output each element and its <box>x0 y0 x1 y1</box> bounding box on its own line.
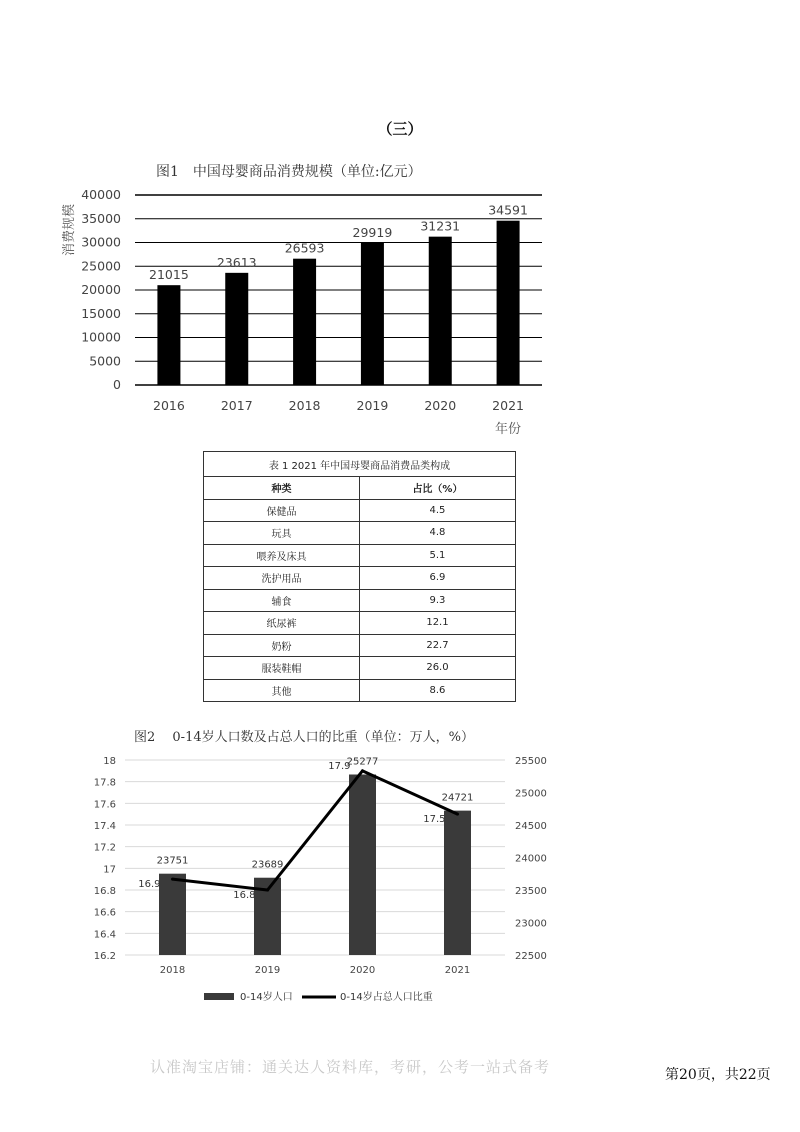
fig1-ytick-label: 5000 <box>89 353 121 369</box>
section-title: （三） <box>377 120 423 138</box>
fig1-data-label: 29919 <box>352 224 393 240</box>
table1-share-cell: 9.3 <box>359 589 515 612</box>
fig2-line-data-label: 17.9 <box>328 760 351 772</box>
table-row <box>204 657 516 680</box>
table-row <box>204 544 516 567</box>
fig2-ratio-line <box>173 771 458 890</box>
fig2-bar-data-label: 23751 <box>156 855 189 867</box>
fig2-xtick-label: 2019 <box>254 965 281 976</box>
fig2-right-tick-label: 25500 <box>515 756 547 767</box>
fig2-ratio-point <box>171 878 174 881</box>
table1 <box>203 451 516 702</box>
fig2-bar-data-label: 24721 <box>441 792 474 804</box>
fig1-title: 图1 中国母婴商品消费规模（单位:亿元） <box>156 164 422 180</box>
fig2-left-tick-label: 16.4 <box>93 929 116 941</box>
fig1-bar <box>361 243 384 385</box>
table1-category-cell: 喂养及床具 <box>204 544 360 567</box>
table1-category-cell: 辅食 <box>204 589 360 612</box>
fig1-data-label: 31231 <box>420 218 461 234</box>
table1-share-cell: 5.1 <box>359 544 515 567</box>
fig1-xtick-label: 2017 <box>220 398 253 413</box>
fig2-bar <box>159 874 186 955</box>
fig1-xtick-label: 2020 <box>424 398 457 413</box>
table1-category-cell: 玩具 <box>204 522 360 545</box>
fig1-data-label: 21015 <box>149 267 189 283</box>
table1-share-cell: 4.5 <box>359 499 515 522</box>
fig2-chart <box>80 745 600 1010</box>
fig2-line-data-label: 16.9 <box>138 879 161 891</box>
fig1-data-label: 23613 <box>216 254 257 270</box>
watermark-text: 认准淘宝店铺：通关达人资料库，考研，公考一站式备考 <box>150 1058 551 1076</box>
fig2-legend-bar-swatch <box>204 993 234 1000</box>
table1-share-cell: 4.8 <box>359 522 515 545</box>
fig1-ylabel: 消费规模 <box>62 203 77 257</box>
fig2-left-tick-label: 17.4 <box>93 821 116 832</box>
fig1-bar <box>293 259 316 385</box>
fig2-ratio-point <box>456 813 459 816</box>
fig1-ytick-label: 20000 <box>81 282 121 297</box>
fig1-xtick-label: 2016 <box>153 398 185 413</box>
page-number: 第20页，共22页 <box>665 1067 771 1083</box>
table-row <box>204 499 516 522</box>
fig2-left-tick-label: 18 <box>103 756 116 767</box>
fig1-ytick-label: 15000 <box>81 305 121 321</box>
fig1-data-label: 34591 <box>488 202 528 218</box>
fig1-xtick-label: 2018 <box>288 398 321 413</box>
table1-header-category: 种类 <box>204 477 360 500</box>
table-row <box>204 567 516 590</box>
fig1-data-label: 26593 <box>284 240 325 256</box>
table1-share-cell: 22.7 <box>359 634 515 657</box>
fig1-xtick-label: 2021 <box>492 398 524 413</box>
fig2-ratio-point <box>266 889 269 892</box>
table1-share-cell: 26.0 <box>359 657 515 680</box>
fig2-left-tick-label: 16.2 <box>93 951 116 962</box>
table1-header-share: 占比（%） <box>359 477 515 500</box>
fig2-ratio-point <box>361 769 364 772</box>
fig1-chart <box>50 180 610 445</box>
fig2-right-tick-label: 23000 <box>515 918 547 930</box>
fig2-line-data-label: 17.5 <box>423 814 446 826</box>
fig1-bar <box>497 221 520 385</box>
fig2-right-tick-label: 25000 <box>515 788 547 800</box>
table1-category-cell: 保健品 <box>204 499 360 522</box>
table1-category-cell: 洗护用品 <box>204 567 360 590</box>
fig2-left-tick-label: 17.8 <box>93 777 116 789</box>
fig2-left-tick-label: 17.2 <box>93 842 116 854</box>
table1-category-cell: 奶粉 <box>204 634 360 657</box>
fig1-ytick-label: 25000 <box>81 258 121 274</box>
fig1-ytick-label: 40000 <box>81 187 121 202</box>
table-row <box>204 589 516 612</box>
table1-share-cell: 6.9 <box>359 567 515 590</box>
fig2-xtick-label: 2020 <box>349 965 376 976</box>
fig2-line-data-label: 16.8 <box>233 890 256 901</box>
fig1-bar <box>157 285 180 385</box>
fig1-xtick-label: 2019 <box>356 398 389 413</box>
table-row <box>204 679 516 702</box>
fig2-xtick-label: 2018 <box>159 965 186 976</box>
table1-body <box>204 499 516 702</box>
fig2-right-tick-label: 24500 <box>515 821 547 832</box>
table1-caption: 表 1 2021 年中国母婴商品消费品类构成 <box>204 452 516 477</box>
fig2-left-tick-label: 16.8 <box>93 886 116 897</box>
fig2-bar-data-label: 25277 <box>346 756 379 768</box>
table1-category-cell: 纸尿裤 <box>204 612 360 635</box>
fig2-right-tick-label: 22500 <box>515 951 547 962</box>
fig2-legend-line-label: 0-14岁占总人口比重 <box>340 992 433 1003</box>
table-row <box>204 634 516 657</box>
fig2-right-tick-label: 24000 <box>515 853 547 865</box>
table-row <box>204 522 516 545</box>
fig2-left-tick-label: 16.6 <box>93 907 116 919</box>
fig2-xtick-label: 2021 <box>444 965 471 976</box>
fig2-bar <box>444 811 471 955</box>
fig1-ytick-label: 0 <box>113 377 121 392</box>
table1-category-cell: 服装鞋帽 <box>204 657 360 680</box>
fig1-xlabel: 年份 <box>494 422 522 437</box>
fig2-left-tick-label: 17 <box>103 864 116 876</box>
fig2-bar <box>349 774 376 955</box>
fig1-ytick-label: 35000 <box>81 210 121 226</box>
fig1-ytick-label: 10000 <box>81 329 121 345</box>
fig1-bar <box>225 273 248 385</box>
table1-share-cell: 8.6 <box>359 679 515 702</box>
fig1-bar <box>429 237 452 385</box>
fig2-title: 图2 0-14岁人口数及占总人口的比重（单位：万人，%） <box>134 730 474 745</box>
table-row <box>204 612 516 635</box>
fig2-bar-data-label: 23689 <box>251 859 284 871</box>
fig2-left-tick-label: 17.6 <box>93 799 116 811</box>
fig2-legend-bar-label: 0-14岁人口 <box>240 992 293 1003</box>
fig1-ytick-label: 30000 <box>81 234 121 250</box>
fig2-right-tick-label: 23500 <box>515 886 547 897</box>
table1-share-cell: 12.1 <box>359 612 515 635</box>
table1-category-cell: 其他 <box>204 679 360 702</box>
